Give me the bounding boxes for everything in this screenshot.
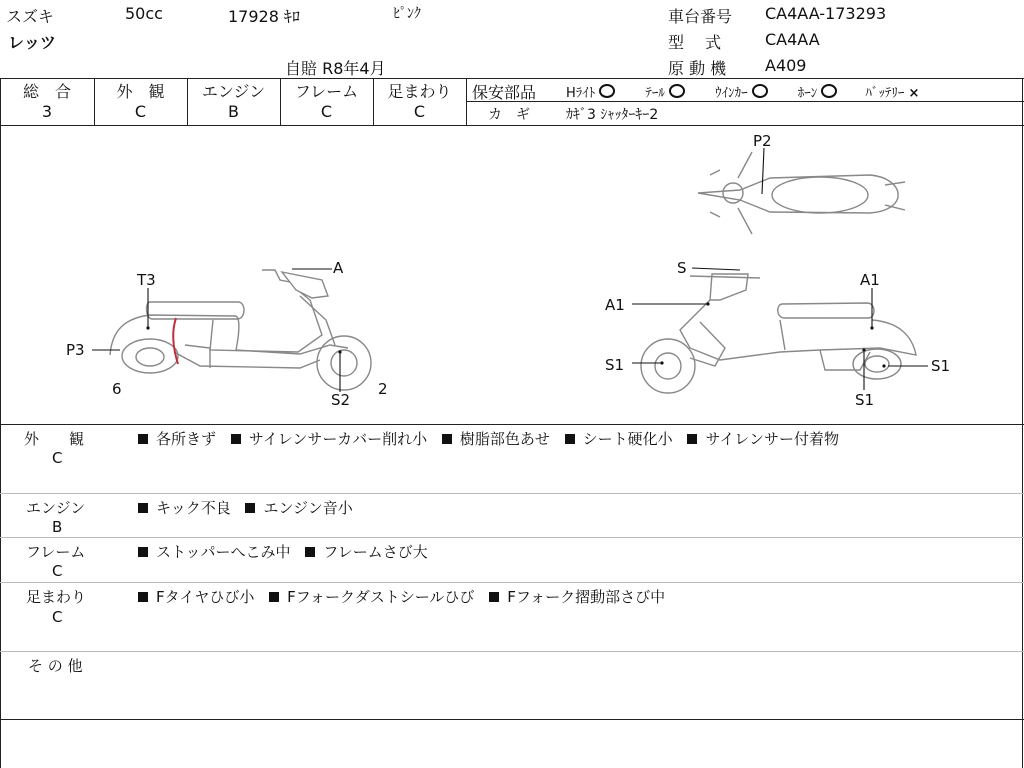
damage-points (146, 302, 885, 367)
insurance: 自賠 R8年4月 (285, 59, 386, 78)
comment-divider-4 (0, 651, 1024, 652)
safety-item: Hﾗｲﾄ (566, 82, 615, 101)
diagram-label-s1-rear: S1 (931, 357, 951, 375)
comment-items (138, 541, 438, 562)
frame-grade-label: フレーム (294, 82, 359, 101)
comment-items (138, 428, 849, 449)
comment-item: Fタイヤひび小 (156, 588, 255, 606)
engine-label: 原 動 機 (668, 59, 727, 78)
bullet-icon (138, 503, 148, 513)
bullet-icon (269, 592, 279, 602)
leader-lines (92, 148, 928, 392)
type-label: 型 式 (668, 33, 722, 52)
suspension-grade-label: 足まわり (387, 82, 452, 101)
diagram-label-t3: T3 (137, 271, 156, 289)
comment-label: フレーム (26, 543, 86, 561)
engine-grade-label: エンジン (201, 82, 266, 101)
comment-divider-3 (0, 582, 1024, 583)
comment-item: シート硬化小 (582, 430, 673, 448)
comment-item: Fフォークダストシールひび (287, 588, 475, 606)
bullet-icon (138, 547, 148, 557)
exterior-grade: C (134, 102, 147, 121)
frame-no: CA4AA-173293 (765, 4, 887, 23)
bullet-icon (565, 434, 575, 444)
comment-item: Fフォーク摺動部さび中 (507, 588, 666, 606)
safety-item: ﾊﾞｯﾃﾘｰ × (865, 86, 920, 101)
diagram-label-a1-right: A1 (860, 271, 880, 289)
comment-items (138, 586, 675, 607)
diagram-label-s2: S2 (331, 391, 351, 409)
engine-grade: B (228, 102, 239, 121)
comment-divider-1 (0, 493, 1024, 494)
safety-item: ﾃｰﾙ (645, 82, 685, 101)
frame-grade: C (320, 102, 333, 121)
bullet-icon (442, 434, 452, 444)
ng-mark: × (908, 86, 920, 101)
bullet-icon (231, 434, 241, 444)
key-label: カ ギ (488, 107, 530, 123)
key-value: ｶｷﾞ3 ｼｬｯﾀｰｷｰ2 (566, 107, 659, 123)
diagram-label-a1-left: A1 (605, 296, 625, 314)
safety-item: ｳｲﾝｶｰ (715, 82, 768, 101)
overall-grade: 3 (41, 102, 53, 121)
comment-item: フレームさび大 (323, 543, 428, 561)
comment-grade: B (52, 518, 63, 536)
comment-item: キック不良 (156, 499, 231, 517)
mileage: 17928 ｷﾛ (228, 7, 300, 26)
diagram-label-p2: P2 (753, 132, 772, 150)
model-name: レッツ (8, 33, 56, 52)
color: ﾋﾟﾝｸ (393, 6, 421, 22)
diagram-label-2: 2 (378, 380, 388, 398)
bullet-icon (138, 592, 148, 602)
comment-item: 各所きず (156, 430, 217, 448)
bullet-icon (687, 434, 697, 444)
comment-grade: C (52, 449, 63, 467)
comment-item: サイレンサーカバー削れ小 (248, 430, 428, 448)
comment-label: 外 観 (24, 430, 85, 448)
comment-item: エンジン音小 (263, 499, 353, 517)
diagram-label-a: A (333, 259, 344, 277)
comment-divider-2 (0, 537, 1024, 538)
comment-grade: C (52, 562, 63, 580)
diagram-label-s1-front: S1 (605, 356, 625, 374)
comment-items (138, 497, 363, 518)
diagram-label-s1-bottom: S1 (855, 391, 875, 409)
exterior-label: 外 観 (116, 82, 165, 101)
frame-no-label: 車台番号 (668, 7, 733, 26)
maker: スズキ (6, 7, 55, 26)
bullet-icon (305, 547, 315, 557)
bullet-icon (489, 592, 499, 602)
bullet-icon (138, 434, 148, 444)
safety-item: ﾎｰﾝ (798, 82, 838, 101)
comment-bottom-line (0, 719, 1024, 720)
safety-title: 保安部品 (472, 83, 537, 102)
diagram-label-p3: P3 (66, 341, 85, 359)
diagram-label-s: S (677, 259, 687, 277)
comment-item: ストッパーへこみ中 (156, 543, 291, 561)
bullet-icon (245, 503, 255, 513)
comment-grade: C (52, 608, 63, 626)
comment-label: エンジン (26, 499, 86, 517)
comment-label-other: そ の 他 (28, 657, 83, 675)
comment-item: サイレンサー付着物 (705, 430, 840, 448)
comment-label: 足まわり (26, 588, 87, 606)
overall-label: 総 合 (22, 82, 71, 101)
displacement: 50cc (125, 4, 163, 23)
suspension-grade: C (413, 102, 426, 121)
top-view-scooter (698, 152, 905, 234)
engine-value: A409 (765, 56, 807, 75)
diagram-label-6: 6 (112, 380, 122, 398)
comment-item: 樹脂部色あせ (459, 430, 550, 448)
type-value: CA4AA (765, 30, 820, 49)
right-side-scooter (641, 274, 916, 393)
